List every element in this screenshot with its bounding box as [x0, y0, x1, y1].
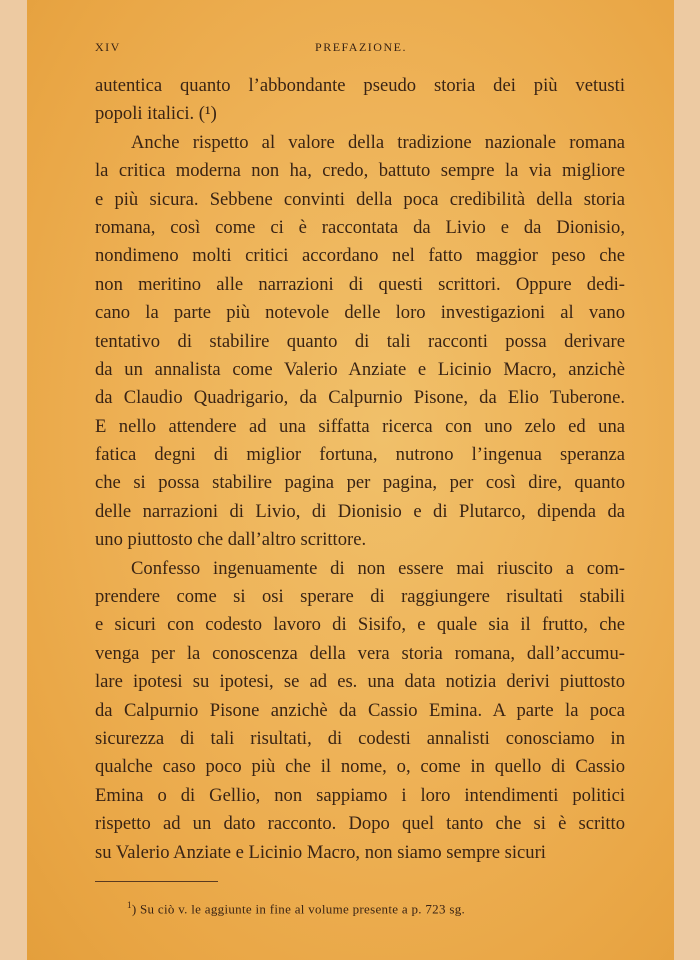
text-line: rispetto ad un dato racconto. Dopo quel tanto che si è scritto — [95, 813, 625, 835]
footnote-text: ) Su ciò v. le aggiunte in fine al volume presente a p. 723 sg. — [131, 901, 466, 917]
text-line: non meritino alle narrazioni di questi scrittori. Oppure dedi- — [95, 273, 625, 295]
text-line: che si possa stabilire pagina per pagina, per così dire, quanto — [95, 472, 625, 494]
running-head: PREFAZIONE. — [315, 40, 407, 54]
left-scan-margin — [0, 0, 27, 960]
text-line: e più sicura. Sebbene convinti della poca credibilità della storia — [95, 188, 625, 210]
footnote-marker: 1 — [127, 900, 132, 910]
page-number: XIV — [95, 40, 121, 54]
text-line: fatica degni di miglior fortuna, nutrono l’ingenua speranza — [95, 444, 625, 466]
footnote — [127, 900, 627, 917]
text-line: delle narrazioni di Livio, di Dionisio e di Plutarco, dipenda da — [95, 500, 625, 522]
footnote-rule — [95, 881, 218, 882]
text-line: e sicuri con codesto lavoro di Sisifo, e quale sia il frutto, che — [95, 614, 625, 636]
text-line: E nello attendere ad una siffatta ricerca con uno zelo ed una — [95, 415, 625, 437]
text-line: lare ipotesi su ipotesi, se ad es. una data notizia derivi piuttosto — [95, 671, 625, 693]
text-line: sicurezza di tali risultati, di codesti annalisti conosciamo in — [95, 727, 625, 749]
book-page — [27, 0, 674, 960]
text-line: venga per la conoscenza della vera storia romana, dall’accumu- — [95, 642, 625, 664]
text-line: romana, così come ci è raccontata da Livio e da Dionisio, — [95, 216, 625, 238]
text-line: Emina o di Gellio, non sappiamo i loro intendimenti politici — [95, 784, 625, 806]
text-line: Confesso ingenuamente di non essere mai riuscito a com- — [131, 557, 625, 579]
text-line: la critica moderna non ha, credo, battuto sempre la via migliore — [95, 160, 625, 182]
text-line: nondimeno molti critici accordano nel fatto maggior peso che — [95, 245, 625, 267]
page-header — [95, 40, 627, 56]
body-text — [95, 72, 625, 867]
text-line: da Claudio Quadrigario, da Calpurnio Pisone, da Elio Tuberone. — [95, 387, 625, 409]
right-scan-margin — [674, 0, 700, 960]
text-line: qualche caso poco più che il nome, o, come in quello di Cassio — [95, 756, 625, 778]
text-line: Anche rispetto al valore della tradizione nazionale romana — [131, 131, 625, 153]
text-line: popoli italici. (¹) — [95, 103, 217, 125]
text-line: autentica quanto l’abbondante pseudo storia dei più vetusti — [95, 75, 625, 96]
text-line: da Calpurnio Pisone anzichè da Cassio Emina. A parte la poca — [95, 699, 625, 721]
text-line: tentativo di stabilire quanto di tali racconti possa derivare — [95, 330, 625, 352]
text-line: uno piuttosto che dall’altro scrittore. — [95, 529, 367, 551]
text-line: cano la parte più notevole delle loro investigazioni al vano — [95, 302, 625, 324]
text-line: da un annalista come Valerio Anziate e Licinio Macro, anzichè — [95, 358, 625, 380]
text-line: prendere come si osi sperare di raggiungere risultati stabili — [95, 586, 625, 608]
text-line: su Valerio Anziate e Licinio Macro, non siamo sempre sicuri — [95, 841, 546, 863]
